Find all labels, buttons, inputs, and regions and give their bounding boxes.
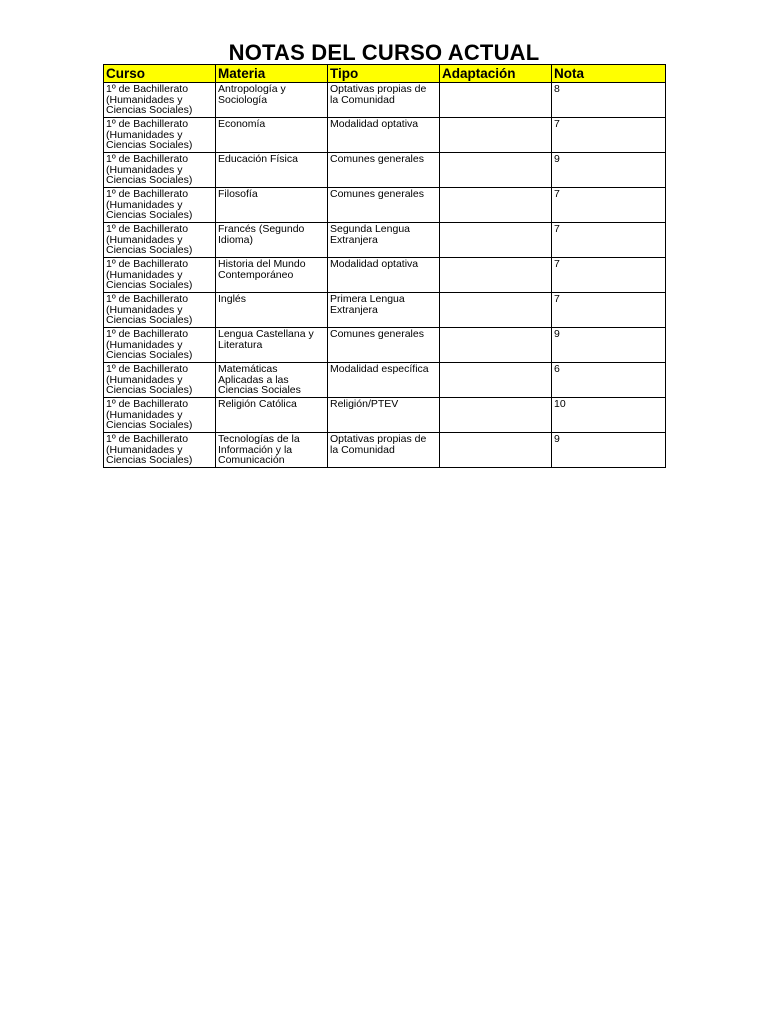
table-row [104, 328, 666, 363]
cell-materia: Historia del Mundo Contemporáneo [216, 258, 328, 293]
cell-nota: 10 [552, 398, 666, 433]
grades-table [103, 64, 666, 468]
cell-tipo: Optativas propias de la Comunidad [328, 83, 440, 118]
header-materia: Materia [216, 65, 328, 83]
cell-materia: Lengua Castellana y Literatura [216, 328, 328, 363]
table-row [104, 118, 666, 153]
cell-tipo: Optativas propias de la Comunidad [328, 433, 440, 468]
cell-nota: 9 [552, 153, 666, 188]
table-row [104, 153, 666, 188]
cell-curso: 1º de Bachillerato (Humanidades y Ciencias Sociales) [104, 188, 216, 223]
cell-tipo: Religión/PTEV [328, 398, 440, 433]
cell-adaptacion [440, 433, 552, 468]
cell-adaptacion [440, 223, 552, 258]
cell-materia: Antropología y Sociología [216, 83, 328, 118]
cell-curso: 1º de Bachillerato (Humanidades y Ciencias Sociales) [104, 153, 216, 188]
cell-adaptacion [440, 293, 552, 328]
cell-tipo: Comunes generales [328, 328, 440, 363]
cell-materia: Inglés [216, 293, 328, 328]
cell-adaptacion [440, 363, 552, 398]
cell-materia: Filosofía [216, 188, 328, 223]
cell-curso: 1º de Bachillerato (Humanidades y Ciencias Sociales) [104, 293, 216, 328]
cell-nota: 7 [552, 118, 666, 153]
cell-curso: 1º de Bachillerato (Humanidades y Ciencias Sociales) [104, 398, 216, 433]
cell-nota: 9 [552, 433, 666, 468]
cell-materia: Educación Física [216, 153, 328, 188]
header-tipo: Tipo [328, 65, 440, 83]
cell-tipo: Comunes generales [328, 153, 440, 188]
cell-materia: Matemáticas Aplicadas a las Ciencias Sociales [216, 363, 328, 398]
cell-curso: 1º de Bachillerato (Humanidades y Ciencias Sociales) [104, 363, 216, 398]
cell-curso: 1º de Bachillerato (Humanidades y Ciencias Sociales) [104, 433, 216, 468]
header-adaptacion: Adaptación [440, 65, 552, 83]
page-title: NOTAS DEL CURSO ACTUAL [228, 40, 540, 65]
cell-adaptacion [440, 83, 552, 118]
cell-curso: 1º de Bachillerato (Humanidades y Ciencias Sociales) [104, 258, 216, 293]
table-row [104, 83, 666, 118]
table-row [104, 363, 666, 398]
cell-nota: 7 [552, 188, 666, 223]
table-row [104, 258, 666, 293]
cell-nota: 7 [552, 258, 666, 293]
table-header-row [104, 65, 666, 83]
cell-tipo: Modalidad específica [328, 363, 440, 398]
cell-materia: Religión Católica [216, 398, 328, 433]
cell-nota: 7 [552, 223, 666, 258]
table-row [104, 398, 666, 433]
cell-materia: Economía [216, 118, 328, 153]
cell-adaptacion [440, 118, 552, 153]
cell-nota: 7 [552, 293, 666, 328]
cell-materia: Tecnologías de la Información y la Comunicación [216, 433, 328, 468]
cell-nota: 8 [552, 83, 666, 118]
header-curso: Curso [104, 65, 216, 83]
cell-tipo: Segunda Lengua Extranjera [328, 223, 440, 258]
table-row [104, 293, 666, 328]
table-row [104, 188, 666, 223]
cell-curso: 1º de Bachillerato (Humanidades y Ciencias Sociales) [104, 223, 216, 258]
cell-materia: Francés (Segundo Idioma) [216, 223, 328, 258]
cell-nota: 6 [552, 363, 666, 398]
cell-tipo: Modalidad optativa [328, 258, 440, 293]
cell-curso: 1º de Bachillerato (Humanidades y Ciencias Sociales) [104, 83, 216, 118]
cell-nota: 9 [552, 328, 666, 363]
table-row [104, 223, 666, 258]
cell-tipo: Comunes generales [328, 188, 440, 223]
cell-tipo: Modalidad optativa [328, 118, 440, 153]
cell-adaptacion [440, 188, 552, 223]
header-nota: Nota [552, 65, 666, 83]
cell-curso: 1º de Bachillerato (Humanidades y Ciencias Sociales) [104, 328, 216, 363]
cell-tipo: Primera Lengua Extranjera [328, 293, 440, 328]
cell-adaptacion [440, 153, 552, 188]
cell-curso: 1º de Bachillerato (Humanidades y Ciencias Sociales) [104, 118, 216, 153]
table-row [104, 433, 666, 468]
cell-adaptacion [440, 258, 552, 293]
cell-adaptacion [440, 398, 552, 433]
cell-adaptacion [440, 328, 552, 363]
